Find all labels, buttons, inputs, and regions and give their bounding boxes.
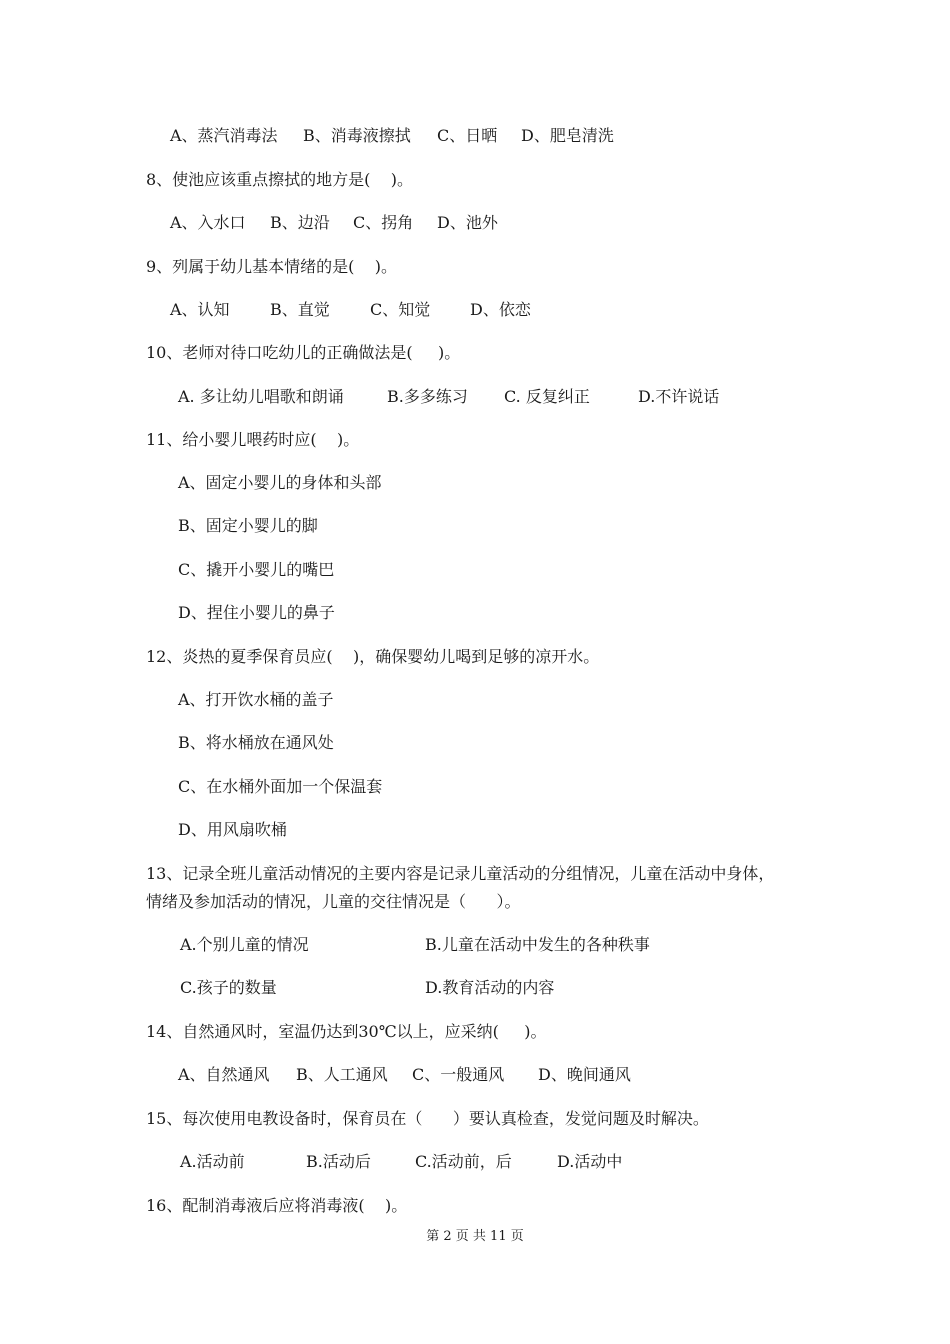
q12-option-b: B、将水桶放在通风处 xyxy=(178,733,334,752)
q12-option-d: D、用风扇吹桶 xyxy=(178,820,287,839)
question-11-stem: 11、给小婴儿喂药时应( )。 xyxy=(146,430,360,449)
q7-option-d: D、肥皂清洗 xyxy=(521,126,614,145)
q7-option-a: A、蒸汽消毒法 xyxy=(170,126,278,145)
question-15-stem: 15、每次使用电教设备时，保育员在（ ）要认真检查，发觉问题及时解决。 xyxy=(146,1109,709,1128)
page-number-footer: 第 2 页 共 11 页 xyxy=(426,1229,524,1244)
q9-option-d: D、依恋 xyxy=(470,300,531,319)
q13-option-d: D.教育活动的内容 xyxy=(425,978,555,997)
q9-option-c: C、知觉 xyxy=(370,300,431,319)
q7-option-c: C、日晒 xyxy=(437,126,498,145)
q10-option-c: C. 反复纠正 xyxy=(504,387,590,406)
question-10-stem: 10、老师对待口吃幼儿的正确做法是( )。 xyxy=(146,343,461,362)
q9-option-b: B、直觉 xyxy=(270,300,330,319)
q9-option-a: A、认知 xyxy=(170,300,230,319)
q15-option-b: B.活动后 xyxy=(306,1152,371,1171)
question-14-stem: 14、自然通风时，室温仍达到30℃以上，应采纳( )。 xyxy=(146,1022,547,1041)
q7-option-b: B、消毒液擦拭 xyxy=(303,126,411,145)
q13-option-a: A.个别儿童的情况 xyxy=(180,935,309,954)
q8-option-a: A、入水口 xyxy=(170,213,246,232)
q13-option-b: B.儿童在活动中发生的各种秩事 xyxy=(425,935,650,954)
question-13-stem-line-2: 情绪及参加活动的情况，儿童的交往情况是（ ）。 xyxy=(146,892,521,911)
q11-option-b: B、固定小婴儿的脚 xyxy=(178,516,318,535)
q15-option-d: D.活动中 xyxy=(557,1152,623,1171)
q10-option-d: D.不许说话 xyxy=(638,387,720,406)
q8-option-d: D、池外 xyxy=(437,213,498,232)
question-9-stem: 9、列属于幼儿基本情绪的是( )。 xyxy=(146,257,398,276)
q8-option-c: C、拐角 xyxy=(353,213,414,232)
q11-option-d: D、捏住小婴儿的鼻子 xyxy=(178,603,335,622)
q14-option-b: B、人工通风 xyxy=(296,1065,388,1084)
q8-option-b: B、边沿 xyxy=(270,213,330,232)
question-16-stem: 16、配制消毒液后应将消毒液( )。 xyxy=(146,1196,408,1215)
question-8-stem: 8、使池应该重点擦拭的地方是( )。 xyxy=(146,170,414,189)
q10-option-b: B.多多练习 xyxy=(387,387,468,406)
q14-option-d: D、晚间通风 xyxy=(538,1065,631,1084)
q12-option-c: C、在水桶外面加一个保温套 xyxy=(178,777,383,796)
q15-option-a: A.活动前 xyxy=(180,1152,245,1171)
q12-option-a: A、打开饮水桶的盖子 xyxy=(178,690,334,709)
q13-option-c: C.孩子的数量 xyxy=(180,978,277,997)
q10-option-a: A. 多让幼儿唱歌和朗诵 xyxy=(178,387,344,406)
q11-option-c: C、撬开小婴儿的嘴巴 xyxy=(178,560,335,579)
question-13-stem-line-1: 13、记录全班儿童活动情况的主要内容是记录儿童活动的分组情况，儿童在活动中身体， xyxy=(146,864,775,883)
q14-option-c: C、一般通风 xyxy=(412,1065,505,1084)
q14-option-a: A、自然通风 xyxy=(178,1065,270,1084)
q15-option-c: C.活动前，后 xyxy=(415,1152,512,1171)
question-12-stem: 12、炎热的夏季保育员应( )，确保婴幼儿喝到足够的凉开水。 xyxy=(146,647,600,666)
q11-option-a: A、固定小婴儿的身体和头部 xyxy=(178,473,382,492)
